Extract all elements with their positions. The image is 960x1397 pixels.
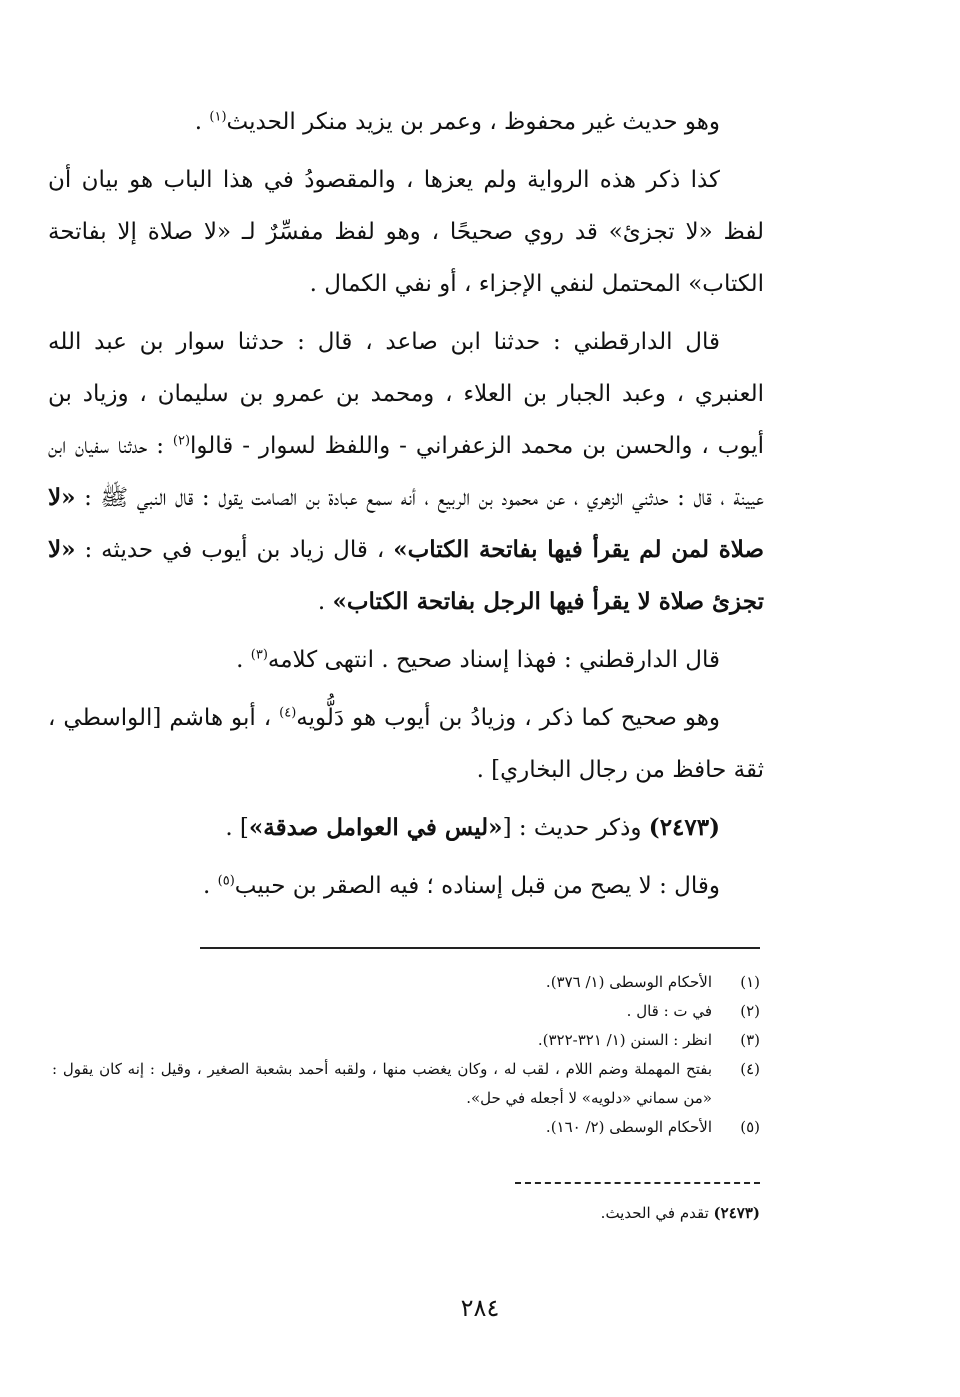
main-text [48, 96, 764, 918]
paragraph-7 [48, 860, 764, 912]
footnote-item [52, 1026, 760, 1055]
footnote-number: (٤) [740, 1060, 760, 1078]
footnote-ref-3: (٣) [250, 647, 268, 663]
paragraph-end: . [194, 109, 210, 135]
hadith-quote: «ليس في العوامل صدقة» [248, 814, 503, 841]
reference-text: تقدم في الحديث. [600, 1204, 714, 1222]
footnote-ref-4: (٤) [279, 705, 297, 721]
footnote-item [52, 1113, 760, 1142]
footnote-number: (٢) [740, 1002, 760, 1020]
paragraph-1 [48, 96, 764, 148]
footnote-number: (٥) [740, 1118, 760, 1136]
paragraph-text: قال الدارقطني : حدثنا ابن صاعد ، قال : حدثنا سوار بن عبد الله العنبري ، وعبد الجبار بن العلاء ، ومحمد بن عمرو بن سليمان ، وزياد بن أيوب ، والحسن بن محمد الزعفراني - واللفظ لسوار - قالوا [48, 329, 764, 459]
footnote-text: انظر : السنن (١/ ٣٢١-٣٢٢). [537, 1031, 712, 1049]
footnote-text: في ت : قال . [626, 1002, 712, 1020]
paragraph-6 [48, 802, 764, 854]
footnote-item [52, 997, 760, 1026]
paragraph-text: قال الدارقطني : فهذا إسناد صحيح . انتهى كلامه [267, 647, 720, 673]
reference-number: (٢٤٧٣) [713, 1204, 760, 1222]
paragraph-2: كذا ذكر هذه الرواية ولم يعزها ، والمقصودُ في هذا الباب هو بيان أن لفظ «لا تجزئ» قد روي صحيحًا ، وهو لفظ مفسِّرٌ لـ «لا صلاة إلا بفاتحة الكتاب» المحتمل لنفي الإجزاء ، أو نفي الكمال . [48, 167, 764, 297]
footnote-text: بفتح المهملة وضم اللام ، لقب له ، وكان يغضب منها ، ولقبه أحمد بشعبة الصغير ، وقيل : إنه كان يقول : «من سماني «دلويه» لا أجعله في حل». [52, 1060, 712, 1107]
footnotes [52, 968, 760, 1142]
hadith-number: (٢٤٧٣) [648, 814, 720, 841]
paragraph-end: ] . [225, 815, 249, 841]
footnote-ref-1: (١) [209, 109, 227, 125]
paragraph-end: . [236, 647, 251, 673]
hadith-quote: «لا تجزئ صلاة لا يقرأ فيها الرجل بفاتحة الكتاب» [48, 536, 764, 615]
paragraph-text: وهو حديث غير محفوظ ، وعمر بن يزيد منكر الحديث [226, 109, 720, 135]
footnote-number: (٣) [740, 1031, 760, 1049]
paragraph-4 [48, 634, 764, 686]
footnote-divider [200, 947, 760, 949]
footnote-item [52, 1055, 760, 1113]
footnote-item [52, 968, 760, 997]
hadith-quote: «لا صلاة لمن لم يقرأ فيها بفاتحة الكتاب» [48, 484, 764, 563]
footnote-number: (١) [740, 973, 760, 991]
footnote-ref-2: (٢) [172, 433, 191, 449]
footnote-text: الأحكام الوسطى (٢/ ١٦٠). [545, 1118, 712, 1136]
paragraph-5 [48, 692, 764, 796]
footnote-text: الأحكام الوسطى (١/ ٣٧٦). [545, 973, 712, 991]
reference-divider [515, 1182, 760, 1184]
paragraph-3 [48, 316, 764, 628]
footnote-ref-5: (٥) [217, 873, 235, 889]
paragraph-text: ، أبو هاشم [الواسطي ، ثقة حافظ من رجال البخاري] . [48, 705, 764, 783]
paragraph-text: : حدثنا سفيان ابن عيينة ، قال : حدثني الزهري ، عن محمود بن الربيع ، أنه سمع عبادة بن الصامت يقول : قال النبي ﷺ : [48, 433, 764, 511]
paragraph-end: . [203, 873, 218, 899]
page-number: ٢٨٤ [460, 1294, 500, 1322]
paragraph-text: وذكر حديث : [ [502, 815, 649, 841]
paragraph-text: وقال : لا يصح من قبل إسناده ؛ فيه الصقر بن حبيب [234, 873, 720, 899]
paragraph-text: ، قال زياد بن أيوب في حديثه : [75, 537, 394, 563]
paragraph-end: . [317, 589, 333, 615]
paragraph-text: وهو صحيح كما ذكر ، وزيادُ بن أيوب هو دَلُّويه [296, 705, 720, 731]
reference-note [601, 1199, 760, 1228]
